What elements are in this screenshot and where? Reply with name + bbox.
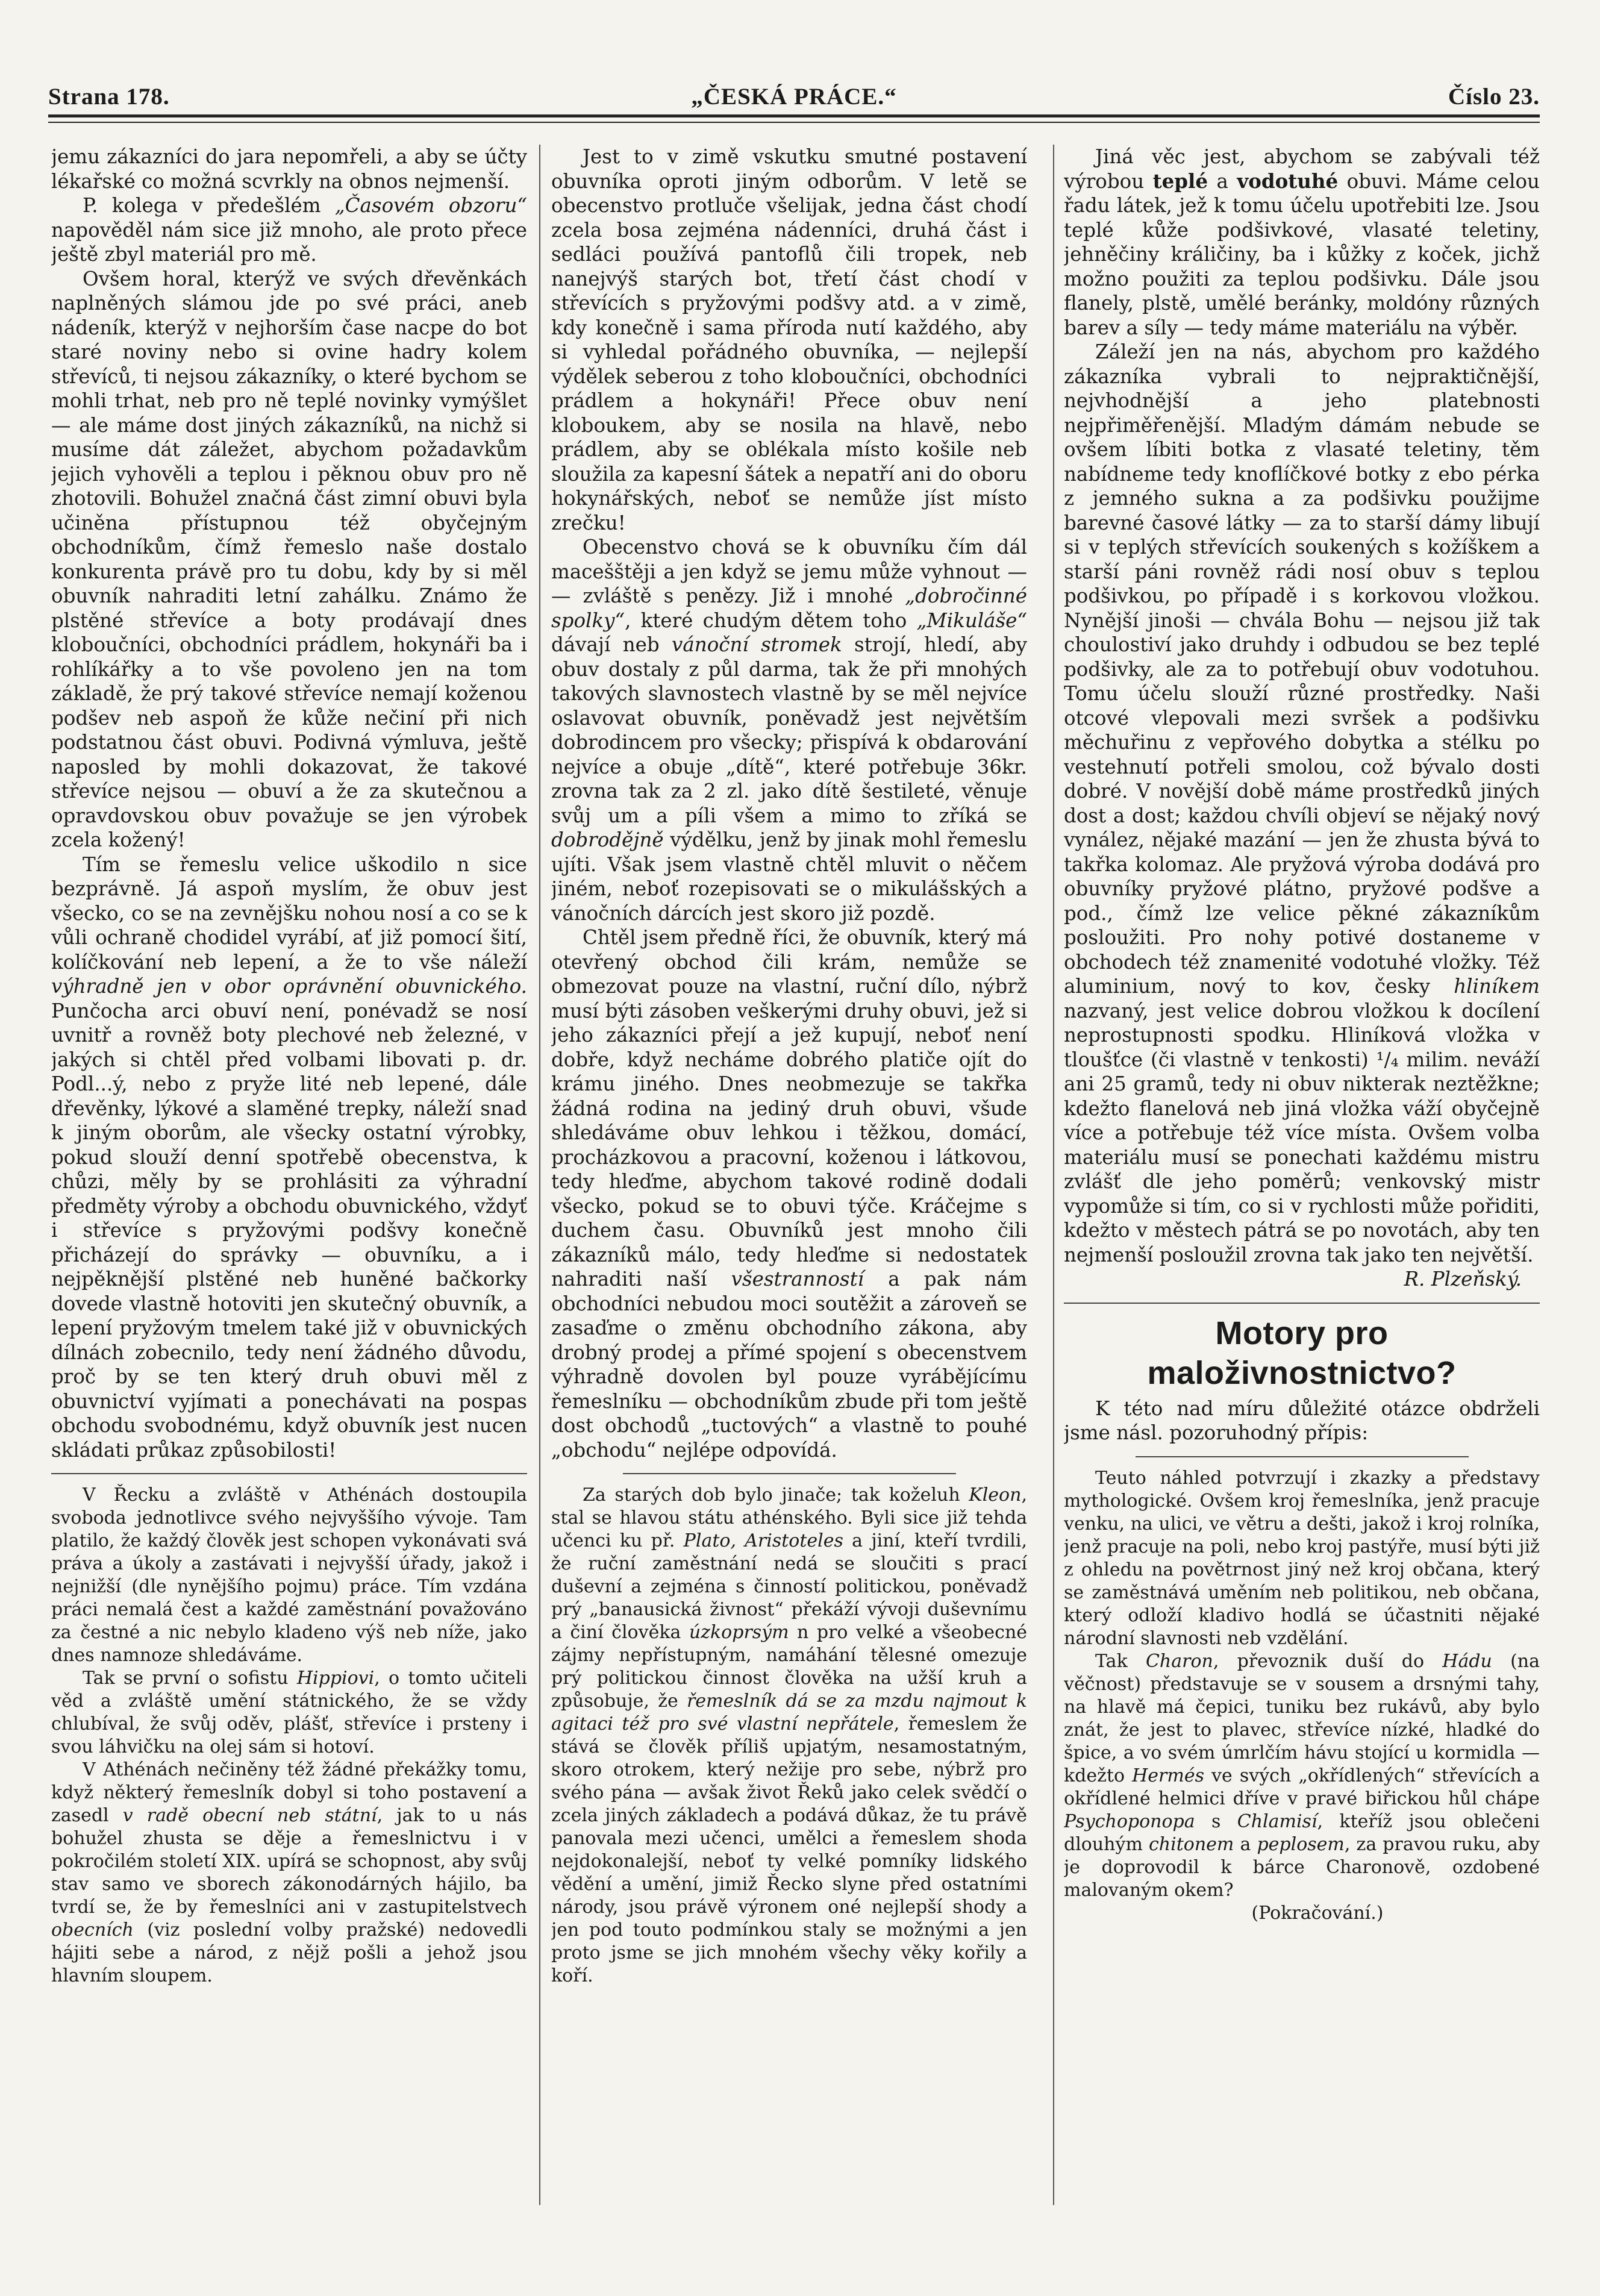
column-divider: [539, 145, 540, 2205]
paragraph: Obecenstvo chová se k obuvníku čím dál macešštěji a jen když se jemu může vyhnout — — zvláště s penězy. Již i mnohé „dobročinné spolky“, které chudým dětem toho „Mikuláše“ dávají neb vánoční stromek strojí, hledí, aby obuv dostaly z půl darma, tak že při mnohých takových slavnostech vlastně by se měl nejvíce oslavovat obuvník, poněvadž jest největším dobrodincem pro všecky; přispívá k obdarování nejvíce a obuje „dítě“, které potřebuje 36kr. zrovna tak za 2 zl. jako dítě šestileté, věnuje svůj um a píli všem a mimo to zříká se dobrodějně výdělku, jenž by jinak mohl řemeslu ujíti. Však jsem vlastně chtěl mluvit o něčem jiném, neboť rozepisovati se o mikulášských a vánočních dárcích jest skoro již pozdě.: [551, 536, 1027, 925]
author-signature: R. Plzeňský.: [1404, 1268, 1522, 1290]
publication-title: „ČESKÁ PRÁCE.“: [691, 84, 897, 110]
paragraph: Jest to v zimě vskutku smutné postavení obuvníka oproti jiným odborům. V letě se obecenstvo protluče všelijak, jedna část chodí zcela bosa zejména nádenníci, druhá část i sedláci používá pantoflů čili tropek, neb nanejvýš starých bot, třetí část chodí v střevících s pryžovými podšvy atd. a v zimě, kdy konečně i sama příroda nutí každého, aby si vyhledal pořádného obuvníka, — nejlepší výdělek seberou z toho kloboučníci, obchodníci prádlem a hokynáři! Přece obuv není kloboukem, aby se nosila na hlavě, nebo prádlem, aby se oblékala místo košile neb sloužila za kapesní šátek a nepatří ani do oboru hokynářských, neboť se nemůže jíst místo zrečku!: [551, 145, 1027, 534]
paragraph: Záleží jen na nás, abychom pro každého zákazníka vybrali to nejpraktičnější, nejvhodnější a jeho platebnosti nejpřiměřenější. Mladým dámám nebude se ovšem líbiti botka z vlasaté teletiny, těm nabídneme tedy knoflíčkové botky z ebo pérka z jemného sukna a za podšivku použijme barevné časové látky — za to starší dámy libují si v teplých střevících soukených s kožíškem a starší páni rovněž rádi nosí obuv s teplou podšivkou, po případě i s korkovou vložkou. Nynější jinoši — chvála Bohu — nejsou již tak choulostiví jako druhdy i odbudou se bez teplé podšivky, ale za to potřebují obuv vodotuhou. Tomu účelu slouží různé prostředky. Naši otcové vlepovali mezi svršek a podšivku měchuřinu z vepřového dobytka a stélku po vestehnutí potřeli smolou, což bývalo dosti dobré. V novější době máme prostředků jiných dost a dost; každou chvíli objeví se nějaký nový vynález, nějaké mazání — jen že zhusta bývá to takřka kolomaz. Ale pryžová výroba dodává pro obuvníky pryžové plátno, pryžové podšve a pod., čímž lze velice pěkné zákazníkům posloužiti. Pro nohy potivé dostaneme v obchodech též znamenité vodotuhé vložky. Též aluminium, nový to kov, česky hliníkem nazvaný, jest velice dobrou vložkou k docílení neprostupnosti spodku. Hliníková vložka v tloušťce (či vlastně v tenkosti) ¹/₄ milim. neváží ani 25 gramů, tedy ni obuv nikterak neztěžkne; kdežto flanelová neb jiná vložka váží obyčejně více a potřebuje též více místa. Ovšem volba materiálu musí se ponechati každému mistru zvlášť dle jeho poměrů; venkovský mistr vypomůže si tím, co si v rychlosti může pořiditi, kdežto v městech pátrá se po novotách, aby ten nejmenší posloužil zrovna tak jako ten největší.: [1064, 340, 1540, 1266]
paragraph: Tak se první o sofistu Hippiovi, o tomto učiteli věd a zvláště umění státnického, že se vždy chlubíval, že svůj oděv, plášť, střevíce i prsteny i svou láhvičku na olej sám si hotoví.: [51, 1668, 527, 1757]
paragraph: Za starých dob bylo jinače; tak koželuh Kleon, stal se hlavou státu athénského. Byli sice již tehda učenci ku př. Plato, Aristoteles a jiní, kteří tvrdili, že ruční zaměstnání nedá se sloučiti s prací duševní a zejména s činností politickou, poněvadž prý „banausická živnost“ překáží vývoji duševnímu a činí člověka úzkoprsým n pro velké a všeobecné zájmy nepřístupným, namáhání tělesné omezuje prý politickou činnost člověka na užší kruh a způsobuje, že řemeslník dá se za mzdu najmout k agitaci též pro své vlastní nepřátele, řemeslem že stává se člověk příliš upjatým, nesamostatným, skoro otrokem, který nežije pro sebe, nýbrž pro svého pána — avšak život Řeků jako celek svědčí o zcela jiných základech a podává důkaz, že tu právě panovala mezi učenci, umělci a řemeslem shoda nejdokonalejší, neboť ty velké pomníky lidského vědění a umění, jimiž Řecko slyne před ostatními národy, jsou právě výronem oné nejlepší shody a jen pod touto podmínkou staly se možnými a jen proto jsme se jich mnohém všechy věky kořily a koří.: [551, 1484, 1027, 1986]
paragraph: Jiná věc jest, abychom se zabývali též výrobou teplé a vodotuhé obuvi. Máme celou řadu látek, jež k tomu účelu upotřebiti lze. Jsou teplé kůže podšivkové, vlasaté teletiny, jehněčiny králičiny, ba i kůžky z koček, jichž možno použiti za teplou podšivku. Dále jsou flanely, plstě, umělé beránky, moldóny různých barev a síly — tedy máme materiálu na výběr.: [1064, 145, 1540, 339]
section-divider: [1064, 1303, 1540, 1304]
page-number: Strana 178.: [48, 84, 170, 110]
paragraph: Teuto náhled potvrzují i zkazky a představy mythologické. Ovšem kroj řemeslníka, jenž pracuje venku, na ulici, ve větru a dešti, jakož i kroj rolníka, jenž pracuje na poli, nebo kroj pastýře, musí býti již z ohledu na povětrnost jiný než kroj občana, který se zaměstnává uměním neb politikou, neb občana, který odloží kladivo hodlá se účastniti nějaké národní slavnosti neb vzdělání.: [1064, 1467, 1540, 1649]
column-left: [51, 145, 527, 2265]
paragraph: V Athénách nečiněny též žádné překážky tomu, když některý řemeslník dobyl si toho postavení a zasedl v radě obecní neb státní, jak to u nás bohužel zhusta se děje a řemeslnictvu i v pokročilém století XIX. upírá se schopnost, aby svůj stav samo ve sborech zákonodárných hájilo, ba tvrdí se, že by řemeslníci ani v zastupitelstvech obecních (viz poslední volby pražské) nedovedli hájiti sebe a národ, z nějž pošli a jehož jsou hlavním sloupem.: [51, 1759, 527, 1986]
article-intro: K této nad míru důležité otázce obdrželi jsme násl. pozoruhodný přípis:: [1064, 1397, 1540, 1444]
issue-number: Číslo 23.: [1448, 84, 1540, 110]
paragraph: Chtěl jsem předně říci, že obuvník, který má otevřený obchod čili krám, nemůže se obmezovat pouze na vlastní, ruční dílo, nýbrž musí býti zásoben veškerými druhy obuvi, jež si jeho zákazníci přejí a jež kupují, neboť není dobře, když necháme dobrého platiče ojít do krámu jiného. Dnes neobmezuje se takřka žádná rodina na jediný druh obuvi, všude shledáváme obuv lehkou i těžkou, domácí, procházkovou a pracovní, koženou i látkovou, tedy hleďme, abychom takové rodině dodali všecko, pokud se to obuvi týče. Kráčejme s duchem času. Obuvníků jest mnoho čili zákazníků málo, tedy hleďme si nedostatek nahraditi naší všestranností a pak nám obchodníci nebudou moci soutěžit a zároveň se zasaďme o změnu obchodního zákona, aby drobný prodej a přímé spojení s obecenstvem výhradně dovolen byl pouze vyrábějícímu řemeslníku — obchodníkům zbude při tom ještě dost obchodů „tuctových“ a vlastně to pouhé „obchodu“ nejlépe odpovídá.: [551, 926, 1027, 1462]
column-divider: [1053, 145, 1054, 2205]
paragraph: jemu zákazníci do jara nepomřeli, a aby se účty lékařské co možná scvrkly na obnos nejmenší.: [51, 145, 527, 193]
header-rule-thin: [48, 122, 1540, 123]
paragraph: Ovšem horal, kterýž ve svých dřevěnkách naplněných slámou jde po své práci, aneb nádeník, kterýž v nejhorším čase nacpe do bot staré noviny nebo si ovine hadry kolem střevíců, ti nejsou zákazníky, o které bychom se mohli trhat, neb pro ně teplé novinky vymýšlet — ale máme dost jiných zákazníků, na nichž si musíme dát záležet, abychom požadavkům jejich vyhověli a teplou i pěknou obuv pro ně zhotovili. Bohužel značná část zimní obuvi byla učiněna přístupnou též obyčejným obchodníkům, čímž řemeslo naše dostalo konkurenta právě pro tu dobu, kdy by si měl obuvník nahraditi letní zahálku. Známo že plstěné střevíce a boty prodávají dnes kloboučníci, obchodníci prádlem, hokynáři ba i rohlíkářky a to vše povoleno jen na tom základě, že prý takové střevíce nemají koženou podšev neb aspoň že kůže nečiní při nich podstatnou část obuvi. Podivná výmluva, ještě naposled by mohli dokazovat, že takové střevíce nejsou — obuví a že za skutečnou a opravdovskou obuv považuje se jen výrobek zcela kožený!: [51, 267, 527, 851]
page-header: [48, 83, 1540, 125]
paragraph: P. kolega v předešlém „Časovém obzoru“ napověděl nám sice již mnoho, ale proto přece ještě zbyl materiál pro mě.: [51, 194, 527, 266]
section-divider: [623, 1473, 956, 1474]
section-divider: [51, 1473, 527, 1474]
continued-note: (Pokračování.): [1251, 1902, 1384, 1924]
header-rule: [48, 114, 1540, 117]
article-heading: Motory pro maloživnostnictvo?: [1147, 1315, 1457, 1391]
column-middle: [551, 145, 1027, 2265]
paragraph: Tím se řemeslu velice uškodilo n sice bezprávně. Já aspoň myslím, že obuv jest všecko, co se na zevnějšku nohou nosí a co se k vůli ochraně chodidel vyrábí, ať již pomocí šití, kolíčkování neb lepení, a že to vše náleží výhradně jen v obor oprávnění obuvnického. Punčocha arci obuví není, ponévadž se nosí uvnitř a rovněž boty plechové neb železné, v jakých si chtěl před volbami libovati p. dr. Podl...ý, nebo z pryže lité neb lepené, dále dřevěnky, lýkové a slaměné trepky, náleží snad k jiným oborům, ale všecky ostatní výrobky, pokud slouží denní spotřebě obecenstva, k chůzi, měly by se prohlásiti za výhradní předměty výroby a obchodu obuvnického, vždyť i střevíce s pryžovými podšvy konečně přicházejí do správky — obuvníku, a i nejpěknější plstěné neb huněné bačkorky dovede vlastně hotoviti jen skutečný obuvník, a lepení pryžovým tmelem také již v obuvnických dílnách zobecnilo, tedy není žádného důvodu, proč by se ten který druh obuvi měl z obuvnictví vyjímati a ponechávati na pospas obchodu svobodnému, když obuvník jest nucen skládati průkaz způsobilosti!: [51, 852, 527, 1462]
paragraph: V Řecku a zvláště v Athénách dostoupila svoboda jednotlivce svého nejvyššího vývoje. Tam platilo, že každý člověk jest schopen vykonávati svá práva a úkoly a zastávati i nejvyšší úřady, jakož i nejnižší (dle nynějšího pojmu) práce. Tím vzdána práci nemalá čest a každé zaměstnání považováno za čestné a nic nebylo kladeno výš neb níže, jako dnes namnoze shledáváme.: [51, 1484, 527, 1666]
column-right: [1064, 145, 1540, 2265]
section-divider: [1136, 1456, 1469, 1457]
paragraph: Tak Charon, převoznik duší do Hádu (na věčnost) představuje se v sousem a drsnými tahy, na hlavě má čepici, tuniku bez rukávů, aby bylo znát, že jest to plavec, střevíce nízké, hladké do špice, a vo svém úmrlčím hávu stojící u kormidla — kdežto Hermés ve svých „okřídlených“ střevících a okřídlené helmici dříve v pravé biřickou hůl chápe Psychoponopa s Chlamisí, kteříž jsou oblečeni dlouhým chitonem a peplosem, za pravou ruku, aby je doprovodil k bárce Charonově, ozdobené malovaným okem?: [1064, 1650, 1540, 1901]
